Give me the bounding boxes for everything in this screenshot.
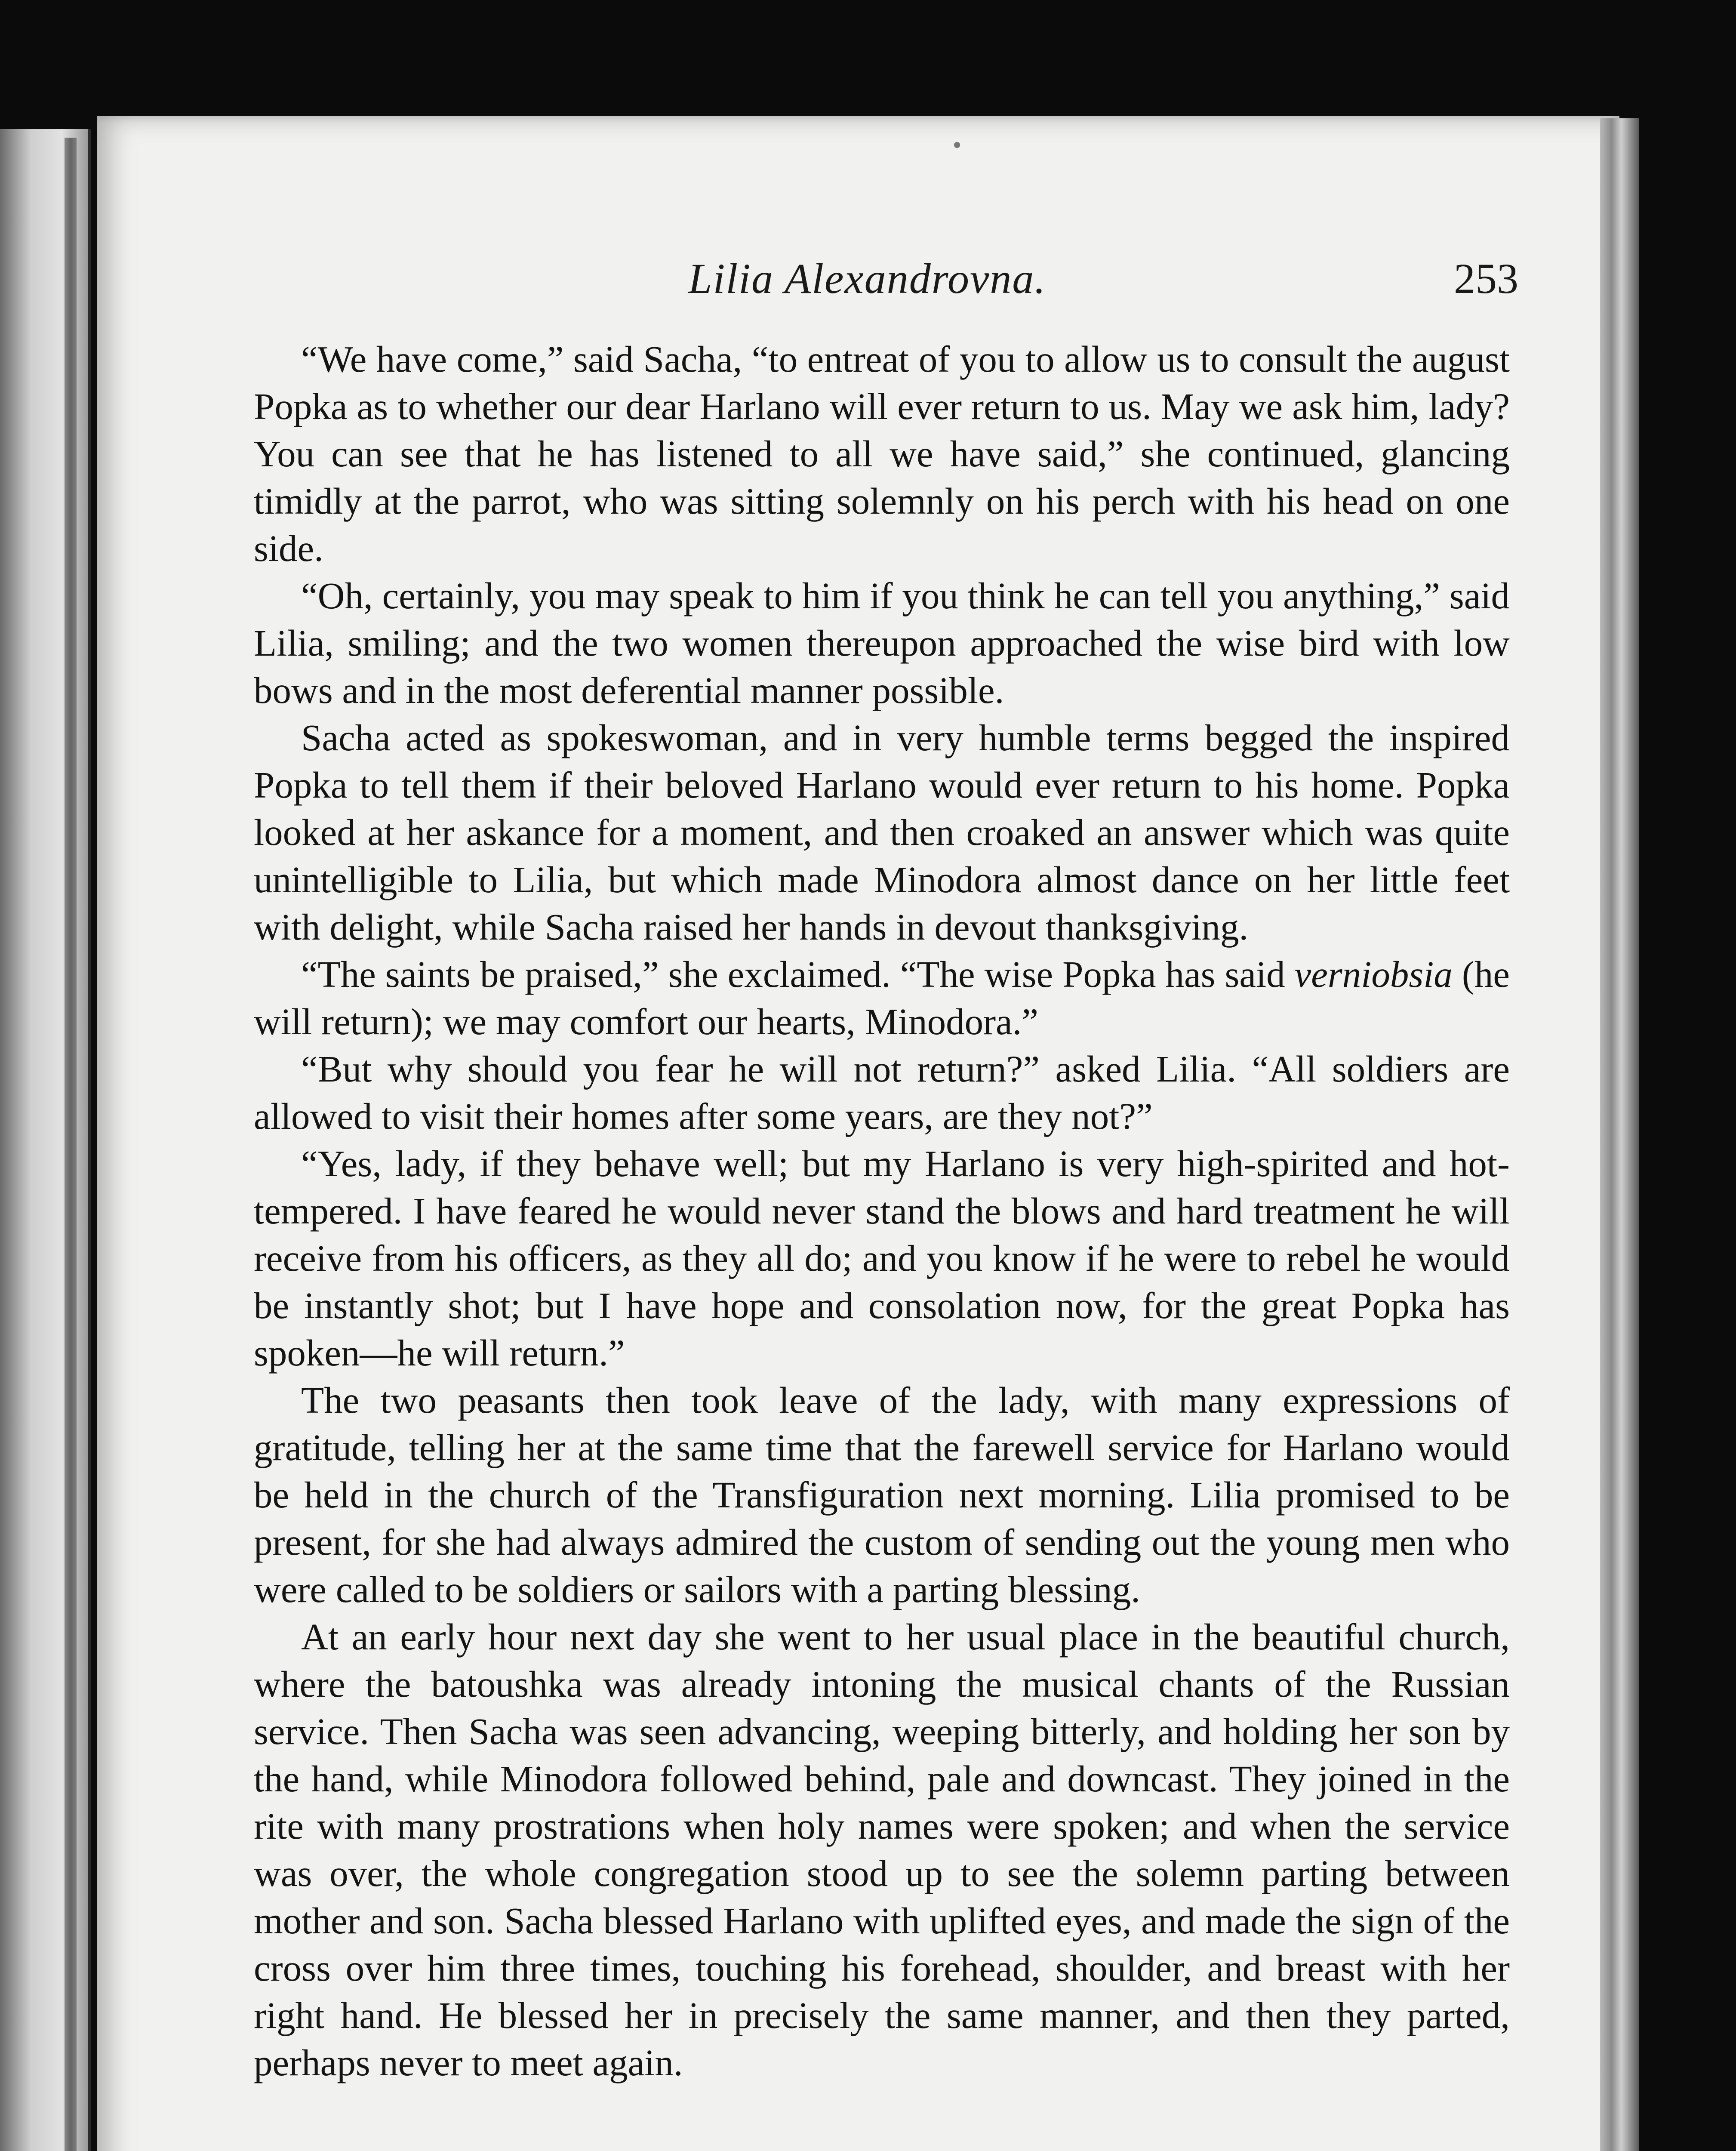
book-gutter [65, 138, 77, 2151]
paragraph-text: Sacha acted as spokeswoman, and in very humble terms begged the inspired Popka to tell them if their beloved Harlano would ever return to his home. Popka looked at her askance for a moment, and then croaked an answer which was quite unintelligible to Lilia, but which made Minodora almost dance on her little feet with delight, while Sacha raised her hands in devout thanksgiving. [254, 717, 1510, 948]
paragraph-text: “We have come,” said Sacha, “to entreat of you to allow us to consult the august Popka as to whether our dear Harlano will ever return to us. May we ask him, lady? You can see that he has listened to all we have said,” she continued, glancing timidly at the parrot, who was sitting solemnly on his perch with his head on one side. [254, 338, 1510, 569]
paragraph [254, 1377, 1510, 1613]
paragraph [254, 1613, 1510, 2086]
paragraph [254, 1045, 1510, 1140]
paragraph [254, 951, 1510, 1045]
running-head [258, 254, 1518, 318]
paragraph-text: “Oh, certainly, you may speak to him if you think he can tell you anything,” said Lilia, smiling; and the two women thereupon approached the wise bird with low bows and in the most deferential manner possible. [254, 575, 1510, 711]
paragraph-text: “The saints be praised,” she exclaimed. “The wise Popka has said [301, 953, 1295, 995]
facing-page-edge [0, 129, 91, 2151]
paragraph [254, 1140, 1510, 1377]
page-stack-edge [1600, 118, 1639, 2151]
page-number: 253 [1454, 255, 1518, 302]
dust-speck [954, 142, 960, 148]
italic-text: verniobsia [1294, 953, 1453, 995]
body-text [254, 336, 1510, 2086]
paragraph-text: “Yes, lady, if they behave well; but my Harlano is very high-spirited and hot-tempered. I have feared he would never stand the blows and hard treatment he will receive from his officers, as they all do; and you know if he were to rebel he would be instantly shot; but I have hope and consolation now, for the great Popka has spoken—he will return.” [254, 1143, 1510, 1374]
paragraph-text: “But why should you fear he will not return?” asked Lilia. “All soldiers are allowed to visit their homes after some years, are they not?” [254, 1048, 1510, 1137]
running-title: Lilia Alexandrovna. [688, 255, 1047, 302]
paragraph [254, 714, 1510, 951]
paragraph-text: (he will return); we may comfort our hearts, Minodora.” [254, 953, 1510, 1042]
paragraph-text: The two peasants then took leave of the lady, with many expressions of gratitude, telling her at the same time that the farewell service for Harlano would be held in the church of the Transfiguration next morning. Lilia promised to be present, for she had always admired the custom of sending out the young men who were called to be soldiers or sailors with a parting blessing. [254, 1379, 1510, 1610]
paragraph [254, 336, 1510, 572]
paragraph-text: At an early hour next day she went to her usual place in the beautiful church, where the batoushka was already intoning the musical chants of the Russian service. Then Sacha was seen advancing, weeping bitterly, and holding her son by the hand, while Minodora followed behind, pale and downcast. They joined in the rite with many prostrations when holy names were spoken; and when the service was over, the whole congregation stood up to see the solemn parting between mother and son. Sacha blessed Harlano with uplifted eyes, and made the sign of the cross over him three times, touching his forehead, shoulder, and breast with her right hand. He blessed her in precisely the same manner, and then they parted, perhaps never to meet again. [254, 1616, 1510, 2083]
paragraph [254, 572, 1510, 714]
